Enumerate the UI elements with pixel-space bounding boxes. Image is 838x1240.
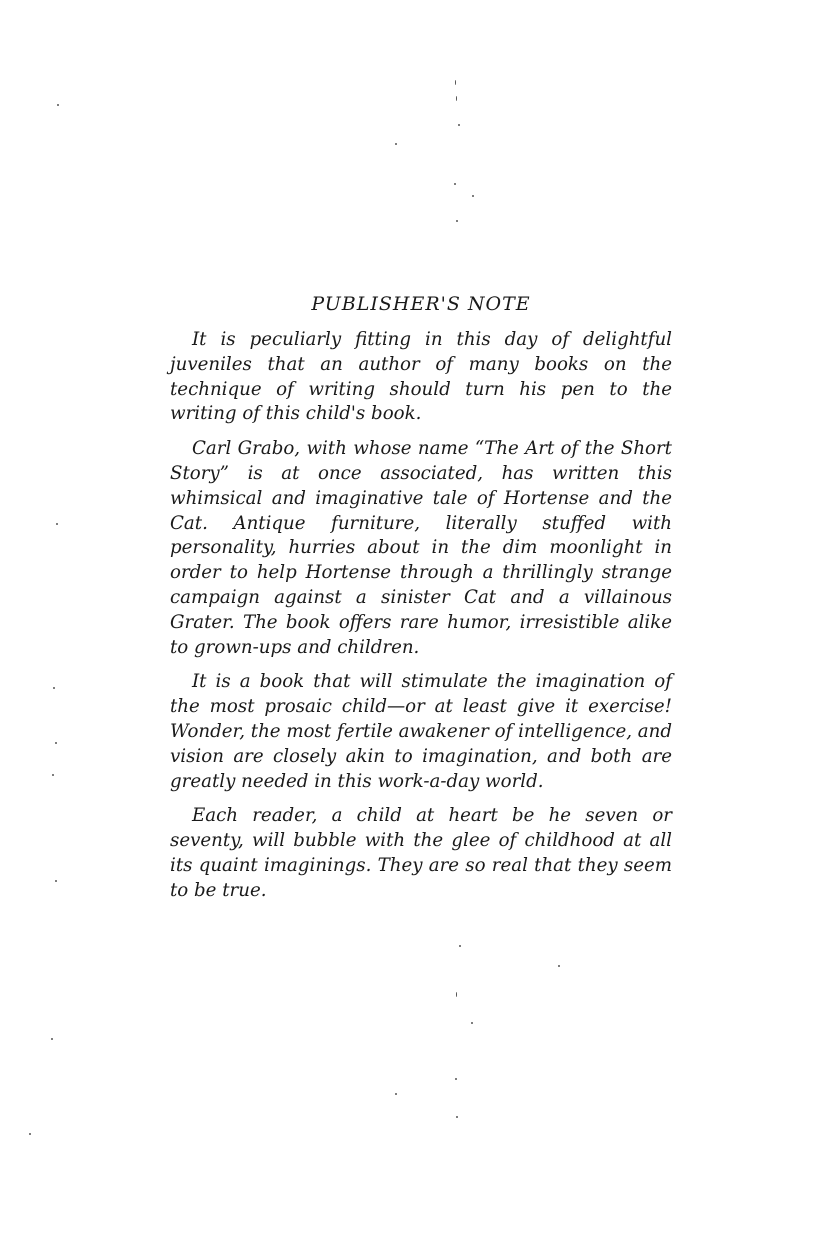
scan-speck xyxy=(51,1038,53,1040)
scan-speck xyxy=(56,523,58,525)
scan-speck xyxy=(55,742,57,744)
scan-speck xyxy=(52,774,54,776)
scan-speck xyxy=(455,1078,457,1080)
scan-speck xyxy=(459,945,461,947)
scan-speck xyxy=(55,880,57,882)
scan-speck xyxy=(456,992,457,997)
scan-speck xyxy=(471,1022,473,1024)
scan-speck xyxy=(57,104,59,106)
paragraph-3: It is a book that will stimulate the imagination of the most prosaic child—or at least give it exercise! Wonder, the most fertile awakener of intelligence, and vision are closely akin to imagination, and both are greatly needed in this work-a-day world. xyxy=(170,671,672,792)
scan-speck xyxy=(455,80,456,85)
scan-speck xyxy=(395,143,397,145)
scan-speck xyxy=(458,124,460,126)
scan-speck xyxy=(454,183,456,185)
scan-speck xyxy=(456,220,458,222)
note-body xyxy=(170,328,672,914)
scan-speck xyxy=(472,195,474,197)
scan-speck xyxy=(395,1093,397,1095)
scan-speck xyxy=(29,1133,31,1135)
paragraph-2: Carl Grabo, with whose name “The Art of the Short Story” is at once associated, has written this whimsical and imaginative tale of Hortense and the Cat. Antique furniture, literally stuffed with personality, hurries about in the dim moonlight in order to help Hortense through a thrillingly strange campaign against a sinister Cat and a villainous Grater. The book offers rare humor, irresistible alike to grown-ups and children. xyxy=(170,438,672,658)
scan-speck xyxy=(558,965,560,967)
page-title: PUBLISHER'S NOTE xyxy=(311,293,531,315)
scan-speck xyxy=(456,1116,458,1118)
scan-speck xyxy=(53,687,55,689)
scan-speck xyxy=(456,96,457,101)
paragraph-4: Each reader, a child at heart be he seven or seventy, will bubble with the glee of childhood at all its quaint imaginings. They are so real that they seem to be true. xyxy=(170,805,672,901)
paragraph-1: It is peculiarly fitting in this day of delightful juveniles that an author of many books on the technique of writing should turn his pen to the writing of this child's book. xyxy=(170,329,672,425)
